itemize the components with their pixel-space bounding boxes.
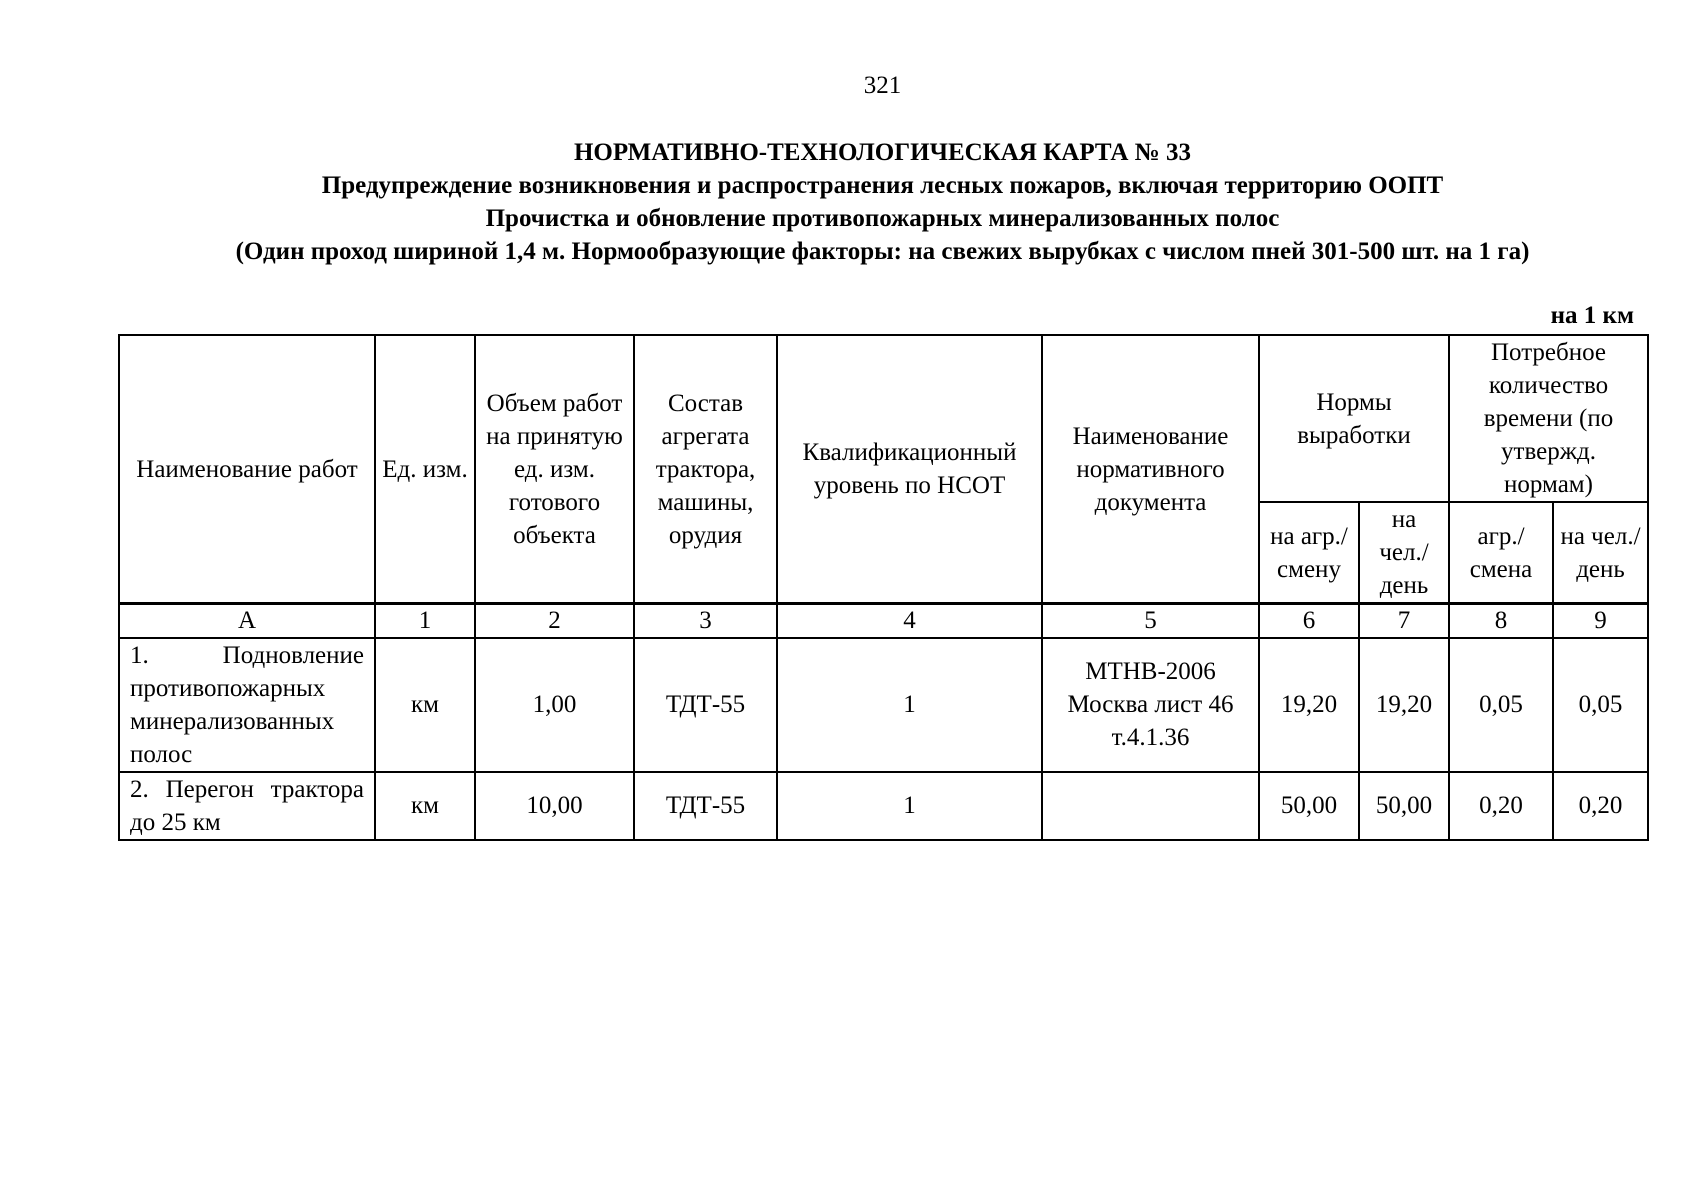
- row-work-name: 2. Перегон трактора до 25 км: [119, 772, 375, 840]
- column-index: 4: [777, 604, 1042, 638]
- column-index: 8: [1449, 604, 1553, 638]
- column-index: 5: [1042, 604, 1259, 638]
- row-norm-agg: 50,00: [1259, 772, 1359, 840]
- header-unit: Ед. изм.: [375, 335, 475, 604]
- table-row: [119, 772, 1648, 840]
- row-qualification: 1: [777, 638, 1042, 772]
- header-norm-per-agg-shift: на агр./ смену: [1259, 502, 1359, 604]
- row-unit: км: [375, 638, 475, 772]
- header-qualification: Квалификационный уровень по НСОТ: [777, 335, 1042, 604]
- column-index: 2: [475, 604, 634, 638]
- page-number: 321: [863, 72, 902, 99]
- row-document: [1042, 772, 1259, 840]
- row-qualification: 1: [777, 772, 1042, 840]
- row-work-name: 1. Подновление противопожарных минерализованных полос: [119, 638, 375, 772]
- row-volume: 10,00: [475, 772, 634, 840]
- header-time-agg-shift: агр./ смена: [1449, 502, 1553, 604]
- header-work-name: Наименование работ: [119, 335, 375, 604]
- header-output-norms: Нормы выработки: [1259, 335, 1449, 502]
- document-title: НОРМАТИВНО-ТЕХНОЛОГИЧЕСКАЯ КАРТА № 33: [573, 139, 1192, 166]
- column-index: 6: [1259, 604, 1359, 638]
- row-time-agg: 0,05: [1449, 638, 1553, 772]
- document-subtitle: Предупреждение возникновения и распространения лесных пожаров, включая территорию ООПТ: [321, 172, 1444, 199]
- row-composition: ТДТ-55: [634, 638, 777, 772]
- table-row: [119, 638, 1648, 772]
- row-volume: 1,00: [475, 638, 634, 772]
- header-norm-per-person-day: на чел./ день: [1359, 502, 1449, 604]
- norm-table: [118, 334, 1649, 841]
- row-time-person: 0,20: [1553, 772, 1648, 840]
- header-composition: Состав агрегата трактора, машины, орудия: [634, 335, 777, 604]
- header-time-required: Потребное количество времени (по утвержд. нормам): [1449, 335, 1648, 502]
- header-volume: Объем работ на принятую ед. изм. готового объекта: [475, 335, 634, 604]
- header-time-per-person-day: на чел./ день: [1553, 502, 1648, 604]
- document-conditions: (Один проход шириной 1,4 м. Нормообразующие факторы: на свежих вырубках с числом пней 301-500 шт. на 1 га): [235, 238, 1530, 265]
- row-norm-person: 50,00: [1359, 772, 1449, 840]
- row-time-agg: 0,20: [1449, 772, 1553, 840]
- row-composition: ТДТ-55: [634, 772, 777, 840]
- column-index: 1: [375, 604, 475, 638]
- column-index: А: [119, 604, 375, 638]
- header-document: Наименование нормативного документа: [1042, 335, 1259, 604]
- document-work-type: Прочистка и обновление противопожарных минерализованных полос: [485, 205, 1280, 232]
- column-index: 9: [1553, 604, 1648, 638]
- unit-note: на 1 км: [1550, 302, 1634, 329]
- row-unit: км: [375, 772, 475, 840]
- row-norm-person: 19,20: [1359, 638, 1449, 772]
- column-index: 3: [634, 604, 777, 638]
- column-index-row: [119, 604, 1648, 638]
- row-norm-agg: 19,20: [1259, 638, 1359, 772]
- row-document: МТНВ-2006 Москва лист 46 т.4.1.36: [1042, 638, 1259, 772]
- document-title-block: [0, 136, 1697, 268]
- row-time-person: 0,05: [1553, 638, 1648, 772]
- column-index: 7: [1359, 604, 1449, 638]
